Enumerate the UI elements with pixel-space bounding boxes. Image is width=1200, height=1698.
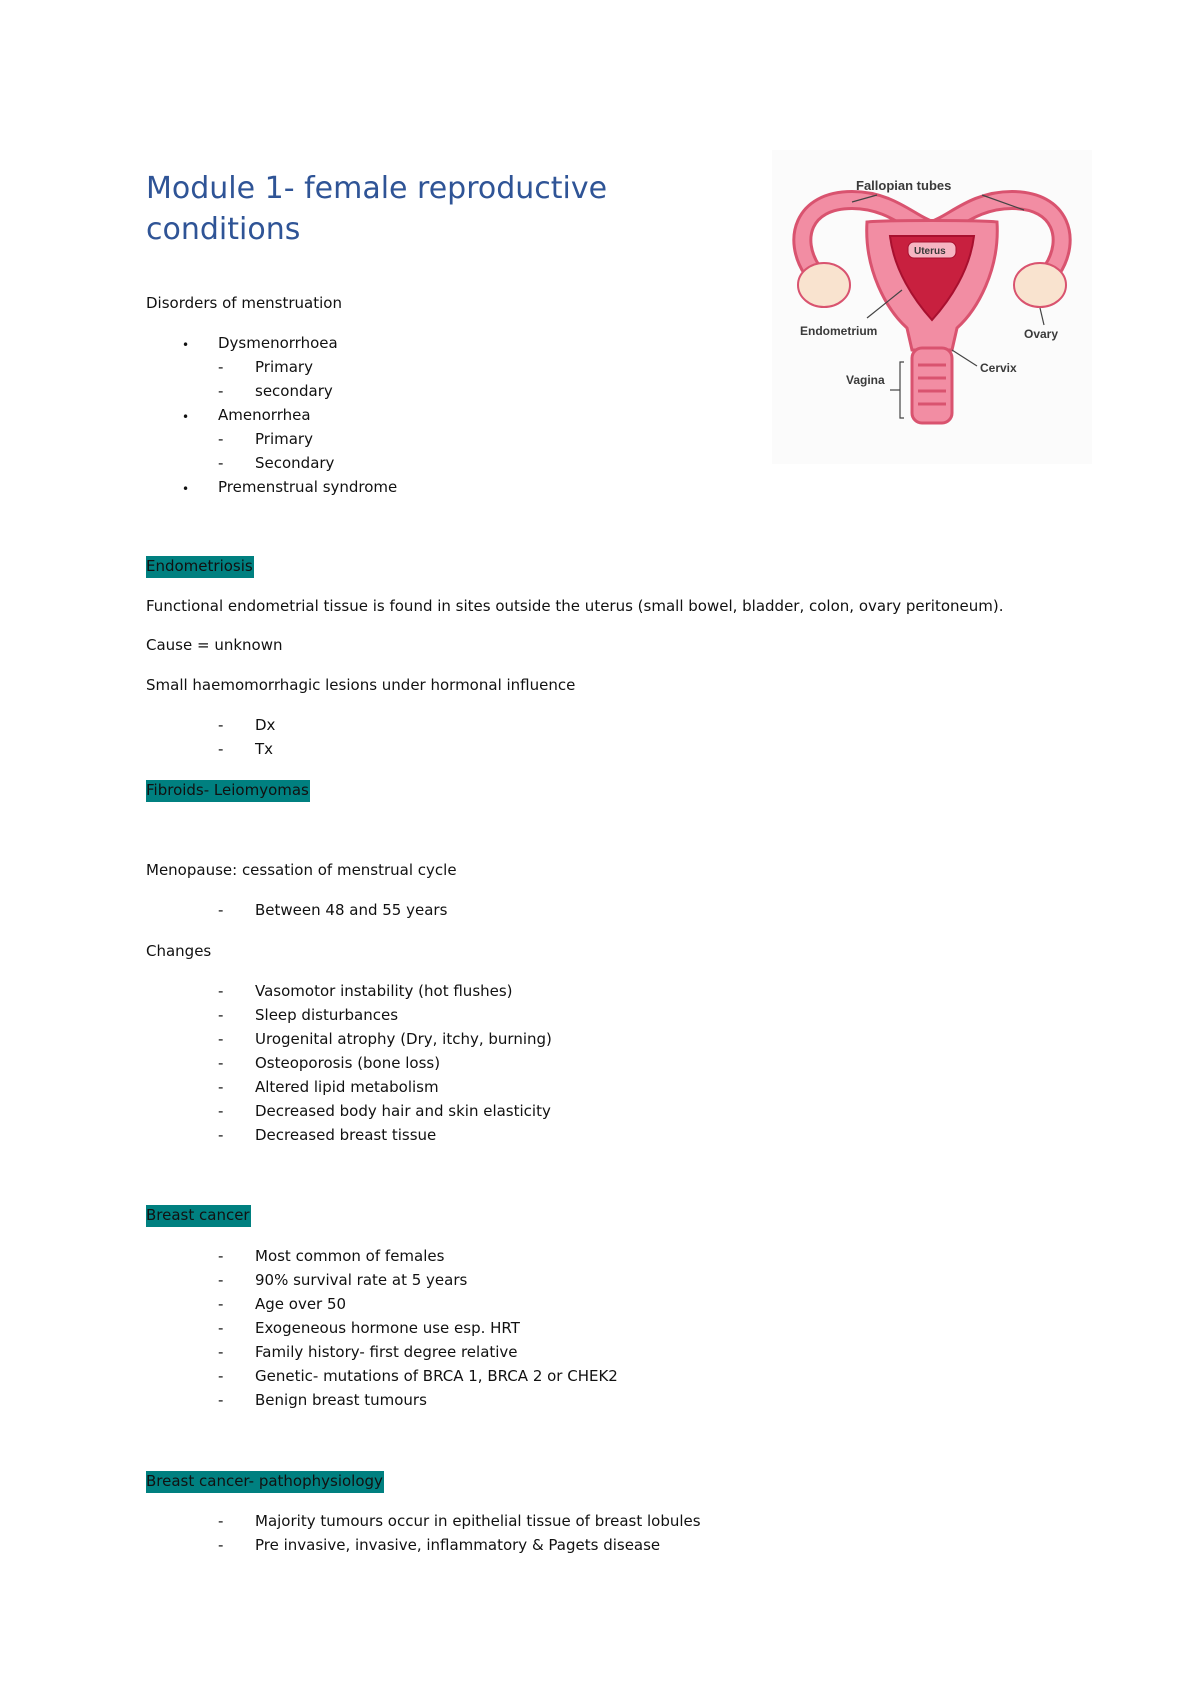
list-item: Exogeneous hormone use esp. HRT [255, 1319, 520, 1337]
vagina-shape [912, 348, 952, 423]
label-fallopian-tubes: Fallopian tubes [856, 178, 952, 193]
list-item: Benign breast tumours [255, 1391, 427, 1409]
dash-icon: - [218, 1247, 224, 1265]
bullet-icon: • [182, 338, 190, 352]
dash-icon: - [218, 1343, 224, 1361]
list-item: Altered lipid metabolism [255, 1078, 439, 1096]
list-item: Decreased body hair and skin elasticity [255, 1102, 551, 1120]
list-subitem: Secondary [255, 454, 335, 472]
dash-icon: - [218, 1295, 224, 1313]
endometriosis-heading [146, 555, 254, 577]
dash-icon: - [218, 1078, 224, 1096]
dash-icon: - [218, 1367, 224, 1385]
menstruation-heading: Disorders of menstruation [146, 294, 342, 312]
list-item: Age over 50 [255, 1295, 347, 1313]
list-item: Genetic- mutations of BRCA 1, BRCA 2 or CHEK2 [255, 1367, 618, 1385]
list-item: Decreased breast tissue [255, 1126, 437, 1144]
paragraph: Small haemomorrhagic lesions under hormonal influence [146, 676, 576, 694]
dash-icon: - [218, 454, 224, 472]
uterus-illustration [772, 150, 1092, 464]
list-subitem: secondary [255, 382, 333, 400]
label-uterus: Uterus [914, 246, 946, 257]
dash-icon: - [218, 382, 224, 400]
list-item: Osteoporosis (bone loss) [255, 1054, 441, 1072]
label-vagina: Vagina [846, 373, 885, 387]
dash-icon: - [218, 1126, 224, 1144]
list-item: Sleep disturbances [255, 1006, 399, 1024]
paragraph: Cause = unknown [146, 636, 283, 654]
dash-icon: - [218, 740, 224, 758]
uterus-diagram [772, 150, 1092, 464]
bullet-icon: • [182, 410, 190, 424]
breast-cancer-heading [146, 1204, 251, 1226]
list-item: Dysmenorrhoea [218, 334, 338, 352]
dash-icon: - [218, 1536, 224, 1554]
dash-icon: - [218, 1271, 224, 1289]
list-item: Tx [255, 740, 274, 758]
list-item: 90% survival rate at 5 years [255, 1271, 468, 1289]
dash-icon: - [218, 1054, 224, 1072]
breast-patho-heading [146, 1470, 384, 1492]
list-item: Most common of females [255, 1247, 445, 1265]
dash-icon: - [218, 1030, 224, 1048]
list-item: Pre invasive, invasive, inflammatory & Pagets disease [255, 1536, 661, 1554]
dash-icon: - [218, 901, 224, 919]
list-subitem: Primary [255, 358, 313, 376]
changes-label: Changes [146, 942, 212, 960]
fibroids-heading [146, 779, 310, 801]
ovary-right-shape [1014, 263, 1066, 307]
dash-icon: - [218, 716, 224, 734]
list-subitem: Primary [255, 430, 313, 448]
dash-icon: - [218, 430, 224, 448]
list-item: Dx [255, 716, 276, 734]
label-ovary: Ovary [1024, 327, 1059, 341]
list-item: Family history- first degree relative [255, 1343, 518, 1361]
bullet-icon: • [182, 482, 190, 496]
paragraph: Functional endometrial tissue is found in sites outside the uterus (small bowel, bladder, colon, ovary peritoneum). [146, 597, 1004, 615]
paragraph: Menopause: cessation of menstrual cycle [146, 861, 457, 879]
list-item: Vasomotor instability (hot flushes) [255, 982, 513, 1000]
page-title: Module 1- female reproductive conditions [146, 171, 608, 247]
list-item: Between 48 and 55 years [255, 901, 448, 919]
highlight: Breast cancer- pathophysiology [146, 1471, 384, 1493]
ovary-left-shape [798, 263, 850, 307]
dash-icon: - [218, 358, 224, 376]
list-item: Premenstrual syndrome [218, 478, 398, 496]
highlight: Breast cancer [146, 1205, 251, 1227]
highlight: Fibroids- Leiomyomas [146, 780, 310, 802]
dash-icon: - [218, 1319, 224, 1337]
highlight: Endometriosis [146, 556, 254, 578]
dash-icon: - [218, 1102, 224, 1120]
list-item: Amenorrhea [218, 406, 311, 424]
dash-icon: - [218, 1391, 224, 1409]
dash-icon: - [218, 1512, 224, 1530]
label-cervix: Cervix [980, 361, 1017, 375]
list-item: Urogenital atrophy (Dry, itchy, burning) [255, 1030, 552, 1048]
dash-icon: - [218, 982, 224, 1000]
list-item: Majority tumours occur in epithelial tissue of breast lobules [255, 1512, 701, 1530]
label-endometrium: Endometrium [800, 324, 878, 338]
dash-icon: - [218, 1006, 224, 1024]
